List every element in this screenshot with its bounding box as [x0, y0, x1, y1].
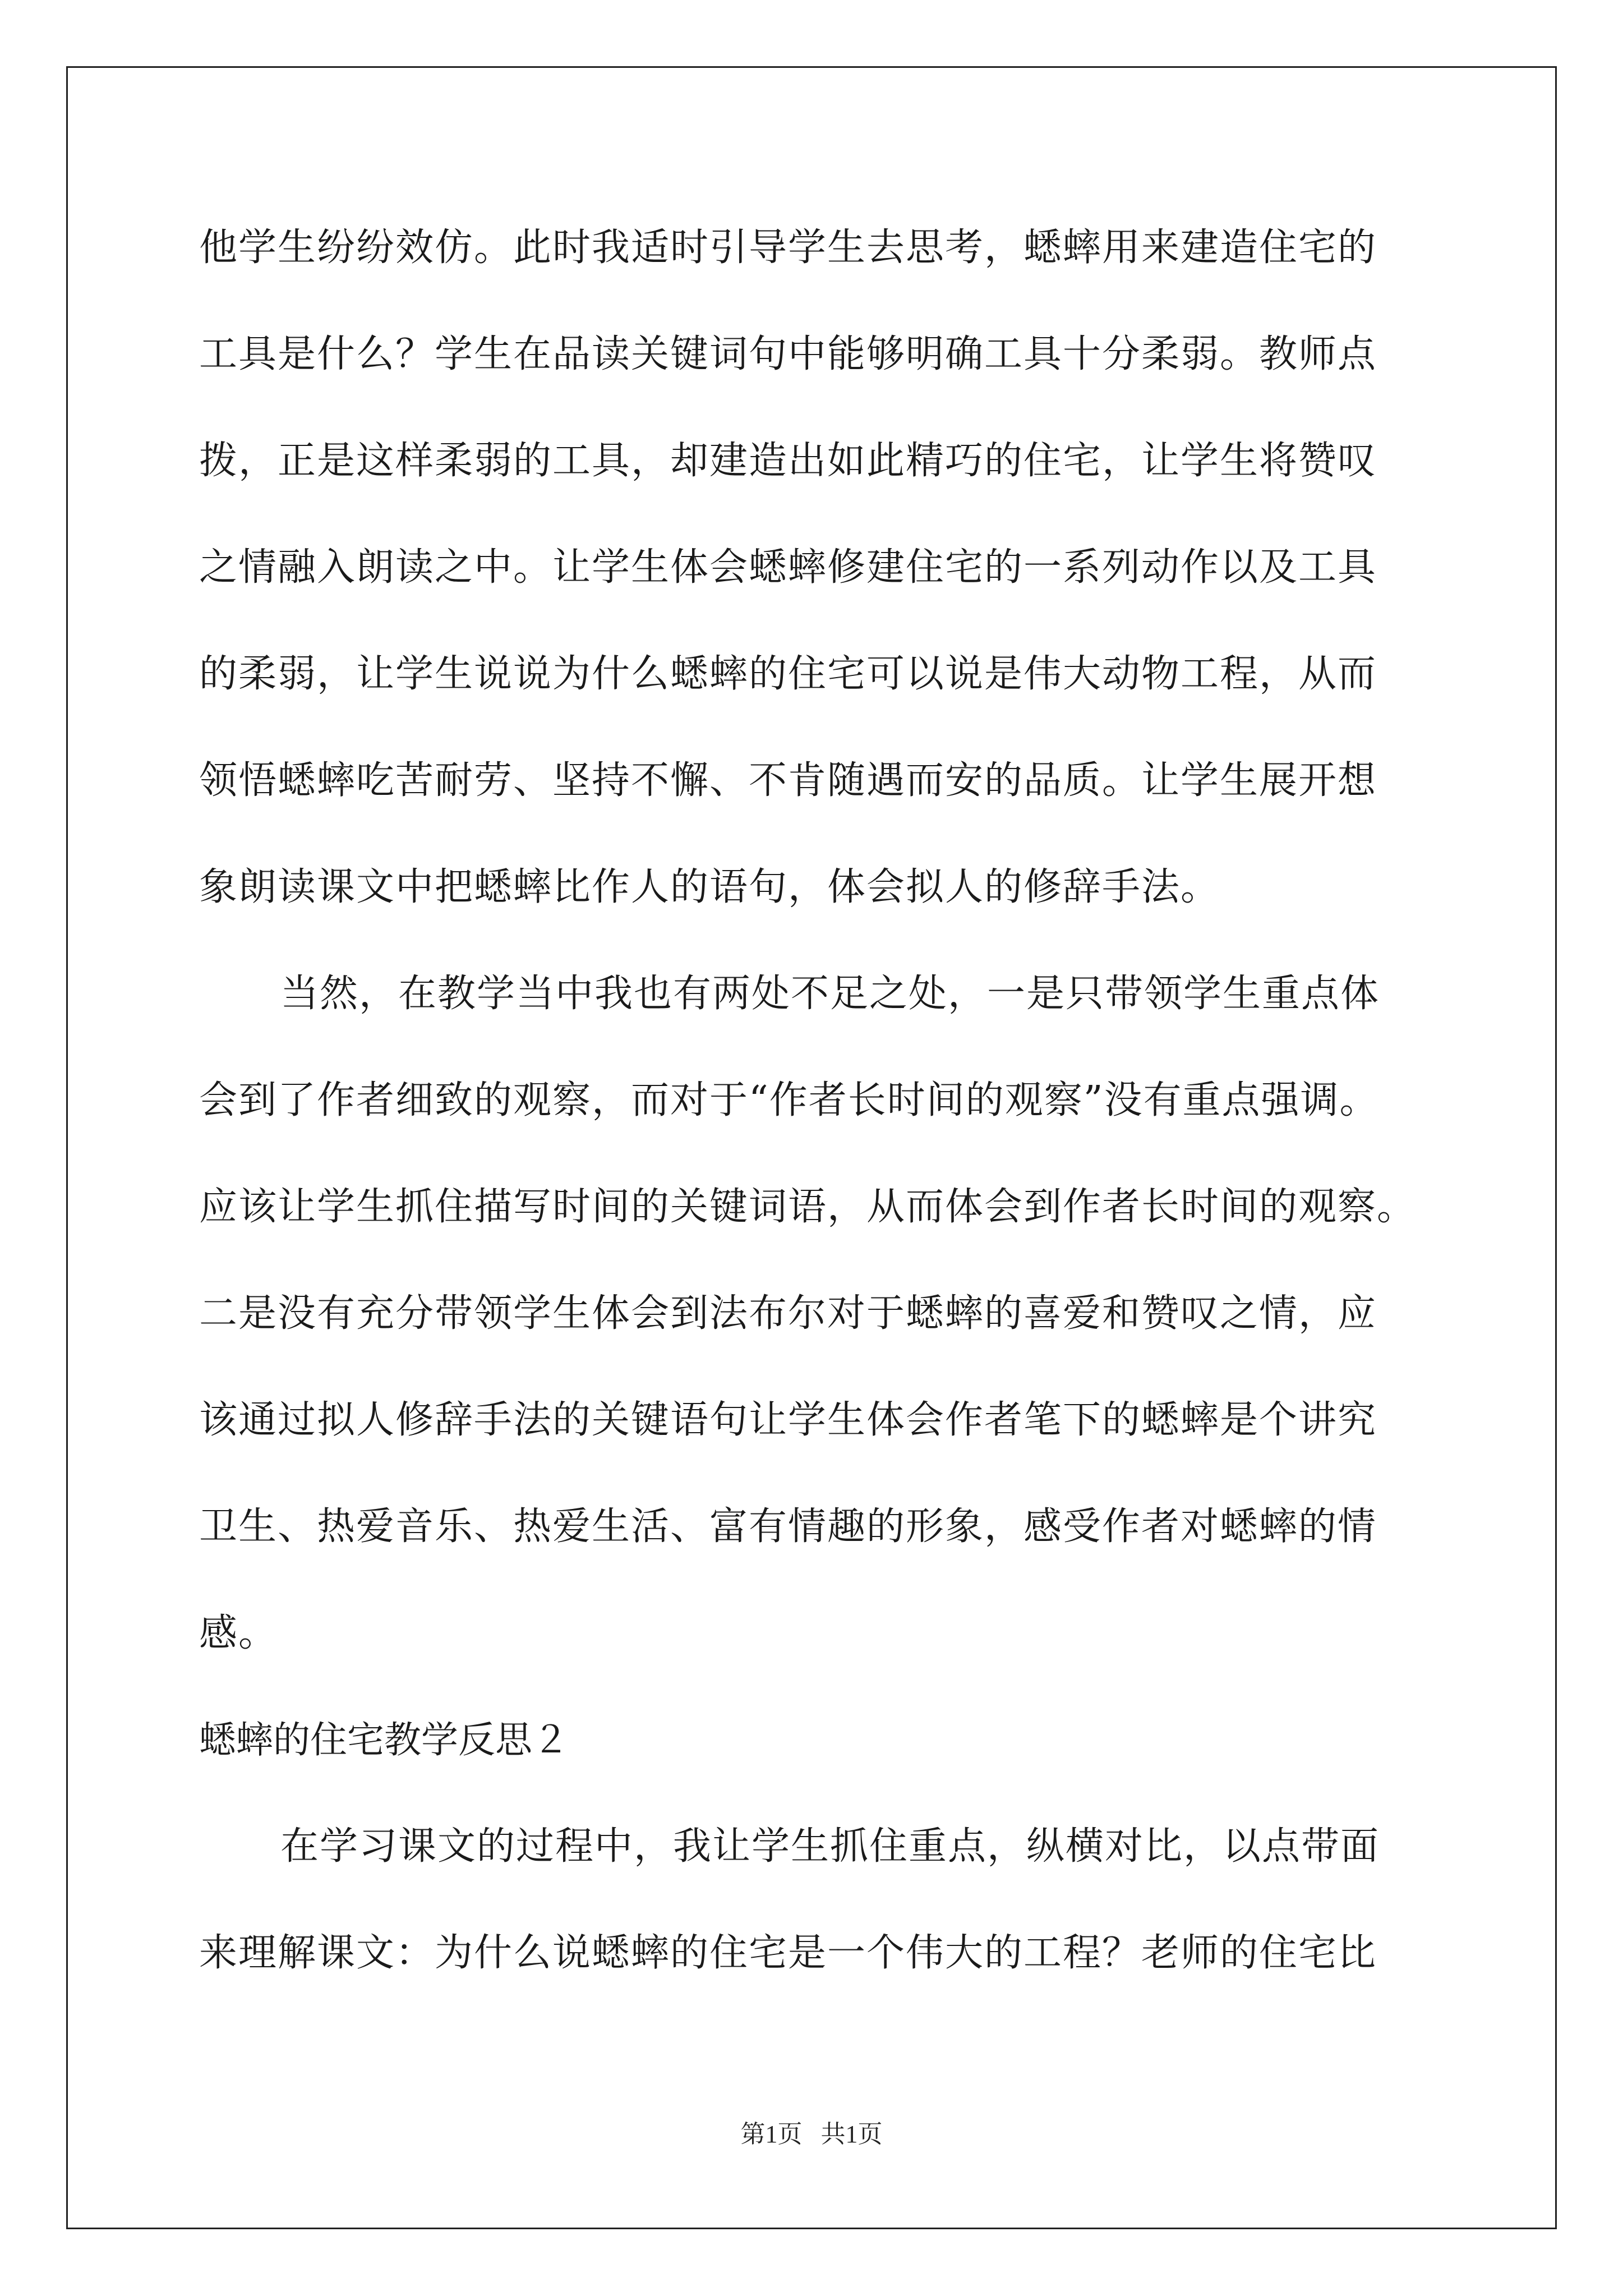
- page-number-footer: 第1页 共1页: [740, 2120, 883, 2148]
- paragraph-line: 卫生、热爱音乐、热爱生活、富有情趣的形象，感受作者对蟋蟀的情: [199, 1504, 1377, 1549]
- paragraph-line: 拨，正是这样柔弱的工具，却建造出如此精巧的住宅，让学生将赞叹: [199, 439, 1377, 483]
- paragraph-line: 之情融入朗读之中。让学生体会蟋蟀修建住宅的一系列动作以及工具: [199, 545, 1377, 590]
- paragraph-line: 应该让学生抓住描写时间的关键词语，从而体会到作者长时间的观察。: [199, 1185, 1417, 1229]
- paragraph-line: 二是没有充分带领学生体会到法布尔对于蟋蟀的喜爱和赞叹之情，应: [199, 1291, 1377, 1336]
- paragraph-line: 他学生纷纷效仿。此时我适时引导学生去思考，蟋蟀用来建造住宅的: [199, 226, 1377, 270]
- paragraph-line: 会到了作者细致的观察，而对于“作者长时间的观察”没有重点强调。: [199, 1078, 1379, 1122]
- paragraph-line: 在学习课文的过程中，我让学生抓住重点，纵横对比，以点带面: [280, 1824, 1380, 1869]
- paragraph-line: 象朗读课文中把蟋蟀比作人的语句，体会拟人的修辞手法。: [199, 865, 1220, 909]
- paragraph-line: 来理解课文：为什么说蟋蟀的住宅是一个伟大的工程？老师的住宅比: [199, 1931, 1377, 1975]
- paragraph-line: 工具是什么？学生在品读关键词句中能够明确工具十分柔弱。教师点: [199, 332, 1377, 376]
- document-body: [199, 219, 1433, 2031]
- paragraph-line: 领悟蟋蟀吃苦耐劳、坚持不懈、不肯随遇而安的品质。让学生展开想: [199, 758, 1377, 803]
- paragraph-line: 该通过拟人修辞手法的关键语句让学生体会作者笔下的蟋蟀是个讲究: [199, 1398, 1377, 1442]
- paragraph-line: 当然，在教学当中我也有两处不足之处，一是只带领学生重点体: [280, 972, 1380, 1016]
- paragraph-line: 感。: [199, 1611, 278, 1655]
- section-heading: 蟋蟀的住宅教学反思２: [199, 1718, 569, 1761]
- paragraph-line: 的柔弱，让学生说说为什么蟋蟀的住宅可以说是伟大动物工程，从而: [199, 652, 1377, 696]
